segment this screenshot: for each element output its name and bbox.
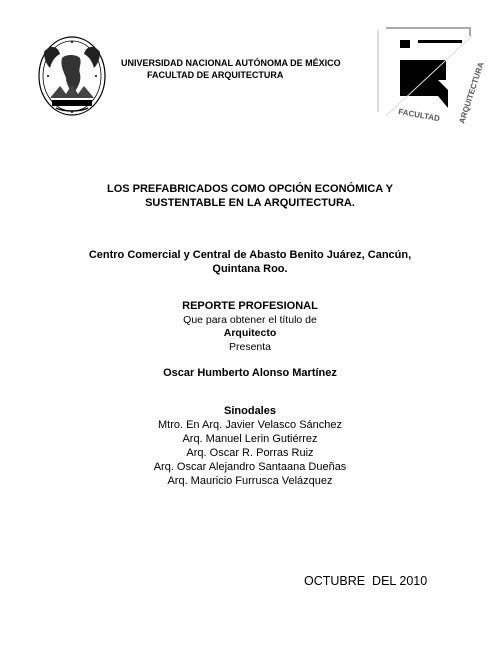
report-presents: Presenta xyxy=(228,341,272,353)
thesis-title-line-2: SUSTENTABLE EN LA ARQUITECTURA. xyxy=(145,197,355,209)
right-logo-word-2: ARQUITECTURA xyxy=(457,60,486,125)
unam-coat-of-arms-icon xyxy=(36,34,108,118)
sinodal-member: Arq. Oscar R. Porras Ruiz xyxy=(186,447,314,459)
report-heading: REPORTE PROFESIONAL xyxy=(182,300,318,312)
report-purpose: Que para obtener el título de xyxy=(183,314,317,326)
right-logo-word-1: FACULTAD xyxy=(397,107,441,124)
faculty-name: FACULTAD DE ARQUITECTURA xyxy=(147,70,284,80)
facultad-arquitectura-logo-icon xyxy=(378,26,486,132)
report-degree: Arquitecto xyxy=(223,327,277,339)
sinodal-member: Arq. Manuel Lerin Gutiérrez xyxy=(182,433,318,445)
project-subtitle-line-2: Quintana Roo. xyxy=(212,263,288,275)
presentation-date: OCTUBRE DEL 2010 xyxy=(304,574,428,588)
sinodal-member: Arq. Mauricio Furrusca Velázquez xyxy=(167,475,333,487)
project-subtitle-line-1: Centro Comercial y Central de Abasto Benito Juárez, Cancún, xyxy=(88,249,412,261)
university-name: UNIVERSIDAD NACIONAL AUTÓNOMA DE MÉXICO xyxy=(121,58,341,68)
thesis-title-line-1: LOS PREFABRICADOS COMO OPCIÓN ECONÓMICA Y xyxy=(106,183,394,195)
sinodal-member: Arq. Oscar Alejandro Santaana Dueñas xyxy=(153,461,347,473)
sinodales-heading: Sinodales xyxy=(224,405,276,417)
sinodal-member: Mtro. En Arq. Javier Velasco Sánchez xyxy=(157,419,343,431)
author-name: Oscar Humberto Alonso Martínez xyxy=(163,367,337,379)
